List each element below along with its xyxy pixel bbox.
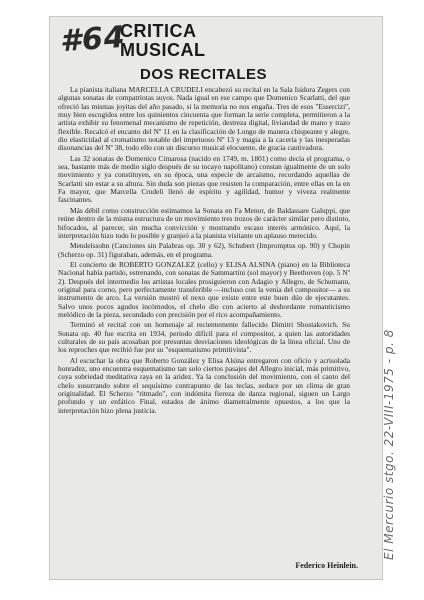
article-body	[58, 86, 350, 415]
paragraph: Al escuchar la obra que Roberto González y Elisa Alsina entregaron con oficio y acrisolada honradez, uno encuentra esquematismo tan solo ciertos pasajes del Allegro inicial, más primitivo, cuya sobriedad meditativa raya en la aridez. Ya la conclusión del movimiento, con el canto del chelo susurrando sobre el sequísimo contrapunto de las teclas, seduce por un clima de gran originalidad. El Scherzo "ritmado", con indómita fiereza de danza regional, siguen un Largo profundo y un enfático Final, estados de ánimo diametralmente opuestos, a los que la interpretación hizo plena justicia.	[58, 355, 350, 415]
section-kicker-text: CRITICA MUSICAL	[120, 21, 206, 60]
section-kicker	[120, 22, 230, 60]
paragraph: Más débil como construcción estimamos la Sonata en Fa Menor, de Baldassare Galuppi, que reúne dentro de la misma estructura de un movimiento tres trozos de carácter similar pero distinto, bifocados, al parecer, sin mucha convicción y mostrando escaso interés armónico. Aquí, la interpretación hizo todo lo posible y granjeó a la pianista visitante un aplauso merecido.	[58, 205, 350, 240]
handwritten-source-note: El Mercurio stgo. 22-VIII-1975 - p. 8	[382, 329, 396, 560]
paragraph: Terminó el recital con un homenaje al recientemente fallecido Dimitri Shostakovich. Su Sonata op. 40 fue escrita en 1934, período difícil para el compositor, a quien las autoridades culturales de su país acosaban por presuntas desviaciones ideológicas de la línea oficial. Uno de los reproches que recibió fue por su "esquematismo primitivista".	[58, 320, 350, 355]
handwritten-number: #64	[58, 19, 127, 60]
paragraph: El concierto de ROBERTO GONZALEZ (cello) y ELISA ALSINA (piano) en la Biblioteca Nacional había partido, estrenando, con sonatas de Sammartini (sol mayor) y Beethoven (op. 5 Nº 2). Después del intermedio los artistas locales prosiguieron con Adagio y Allegro, de Schumann, original para corno, pero perfectamente transferible —incluso con la venia del compositor— a su instrumento de arco. La versión mostró el nexo que existe entre este buen dúo de ejecutantes. Salvo unos pocos agudos incómodos, el chelo dio con acierto al desbordante romanticismo melódico de la pieza, secundado con precisión por el rico acompañamiento.	[58, 259, 350, 319]
paragraph: La pianista italiana MARCELLA CRUDELI encabezó su recital en la Sala Isidora Zegers con algunas sonatas de compatriotas suyos. Nada igual en ese campo que Domenico Scarlatti, del que ofreció las mismas joyitas del año pasado, si la memoria no nos engaña. Tres de esos "Essercizi", muy bien escogidos entre los quinientos cincuenta que forman la serie completa, permitieron a la artista exhibir su fenomenal mecanismo de repetición, destreza digital, liviandad de mano y trazo flexible. Recalcó el encanto del Nº 11 en la clasificación de Longo de manera chispeante y alegre, dio elasticidad al cromatismo notable del impetuoso Nº 13 y magia a la caceria y las inesperadas disonancias del Nº 38, todo ello con un discurso musical elocuente, de gracia cautivadora.	[58, 85, 350, 153]
paragraph: Mendelssohn (Canciones sin Palabras op. 30 y 62), Schubert (Impromptus op. 90) y Chopin (Scherzo op. 31) figuraban, además, en el programa.	[58, 241, 350, 259]
author-signature: Federico Heinlein.	[295, 561, 358, 570]
article-headline: DOS RECITALES	[140, 66, 268, 83]
paragraph: Las 32 sonatas de Domenico Cimarosa (nacido en 1749, m. 1801) como decía el programa, o sea, bastante más de medio siglo después de su tocayo napolitano) constan igualmente de un solo movimiento y ya constituyen, en su época, una especie de arcaísmo, recordando aquellas de Scarlatti sin estar a su altura. Sin duda son piezas que resisten la comparación, entre ellas en la en Fa mayor, que Marcella Crudeli llenó de espíritu y agilidad, humor y viveza realmente fascinantes.	[58, 153, 350, 205]
